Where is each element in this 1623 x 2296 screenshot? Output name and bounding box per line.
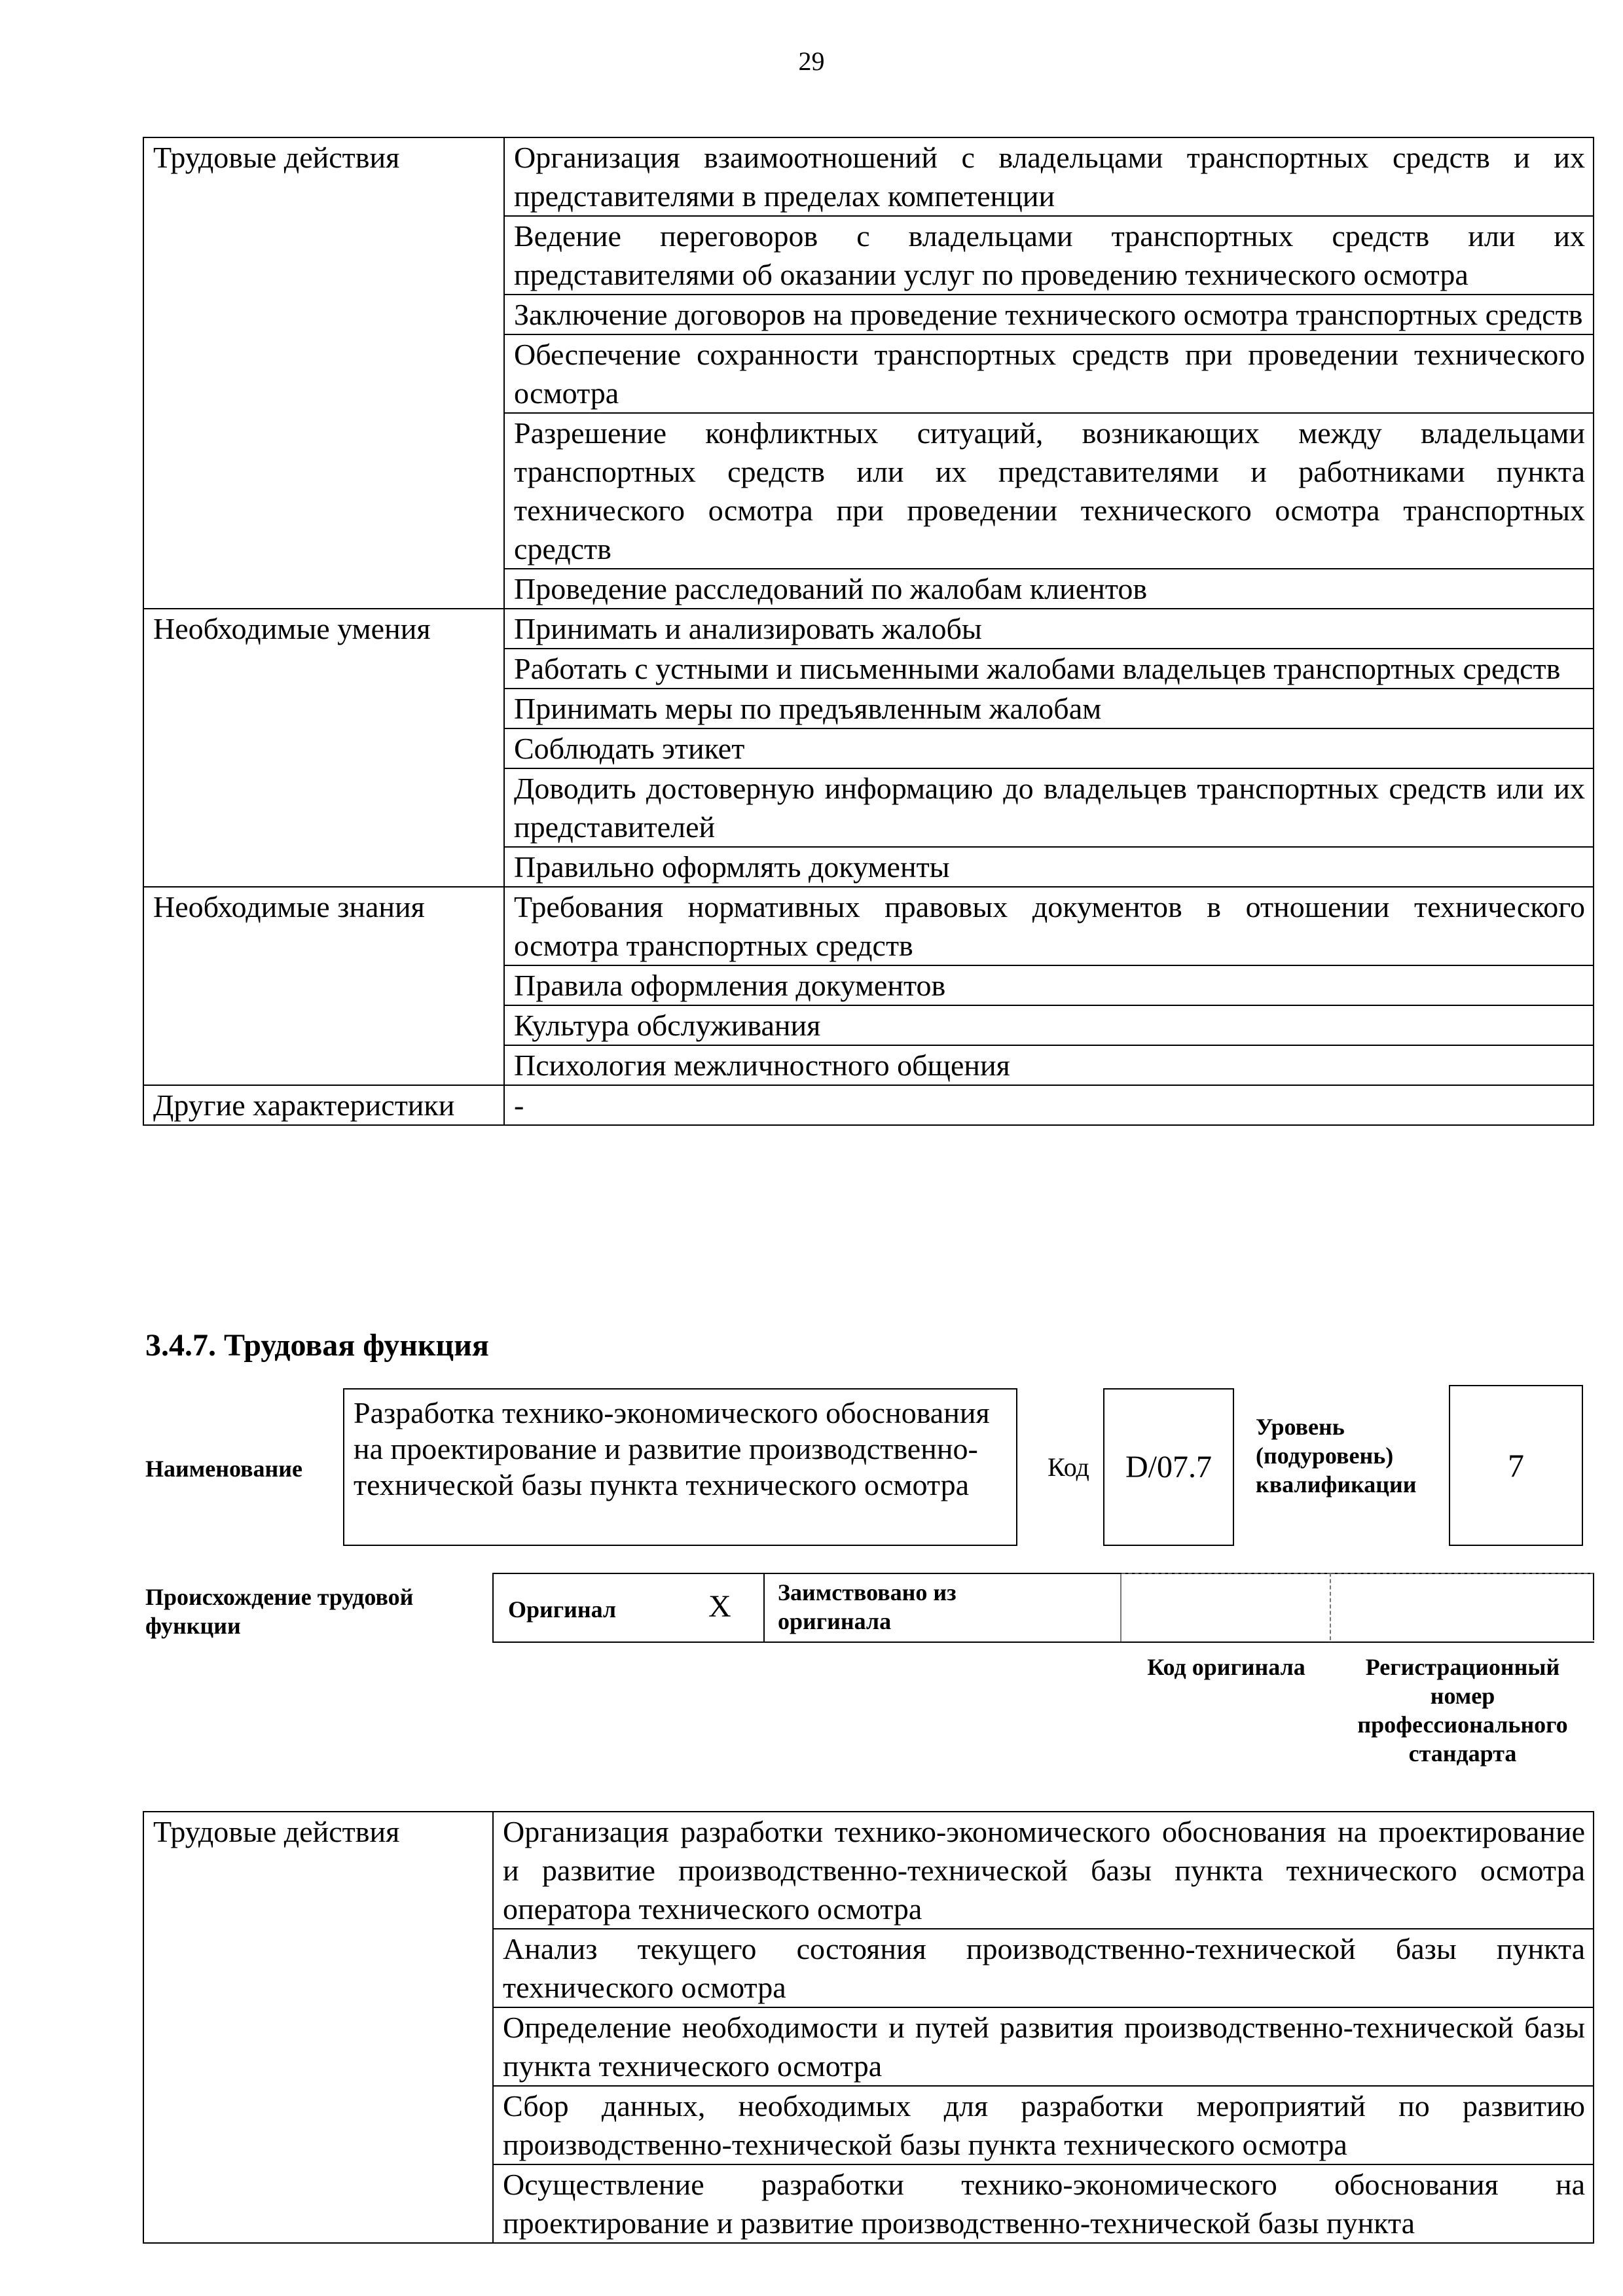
origin-label: Происхождение трудовой функции bbox=[145, 1584, 414, 1639]
table-cell: Проведение расследований по жалобам клиентов bbox=[504, 569, 1594, 609]
code-original-cell bbox=[1122, 1573, 1331, 1640]
function-code-box: D/07.7 bbox=[1103, 1388, 1234, 1546]
page-number: 29 bbox=[798, 46, 825, 76]
table-cell: Организация взаимоотношений с владельцами транспортных средств и их представителями в пределах компетенции bbox=[504, 137, 1594, 216]
table-cell: Осуществление разработки технико-экономического обоснования на проектирование и развитие производственно-технической базы пункта bbox=[493, 2164, 1594, 2243]
labor-actions-table-1 bbox=[143, 137, 1594, 1126]
section-label: Необходимые знания bbox=[143, 887, 504, 1085]
labor-actions-table-2 bbox=[143, 1811, 1594, 2244]
section-label: Необходимые умения bbox=[143, 609, 504, 887]
section-label: Трудовые действия bbox=[143, 137, 504, 609]
table-cell: Соблюдать этикет bbox=[504, 728, 1594, 768]
table-cell: Определение необходимости и путей развития производственно-технической базы пункта технического осмотра bbox=[493, 2007, 1594, 2086]
table-cell: Культура обслуживания bbox=[504, 1005, 1594, 1045]
code-label: Код bbox=[1048, 1452, 1089, 1482]
reg-number-note: Регистрационный номер профессионального стандарта bbox=[1357, 1654, 1568, 1767]
table-row bbox=[143, 137, 1594, 216]
table-cell: Правильно оформлять документы bbox=[504, 847, 1594, 887]
table-cell: Психология межличностного общения bbox=[504, 1045, 1594, 1085]
table-row bbox=[143, 609, 1594, 649]
table-cell: Обеспечение сохранности транспортных средств при проведении технического осмотра bbox=[504, 334, 1594, 413]
borrowed-cell bbox=[765, 1574, 1122, 1641]
original-cell bbox=[492, 1574, 765, 1641]
original-label: Оригинал bbox=[508, 1596, 617, 1623]
name-label: Наименование bbox=[145, 1456, 302, 1482]
original-mark: X bbox=[708, 1589, 731, 1624]
table-row bbox=[143, 887, 1594, 965]
section-label: Другие характеристики bbox=[143, 1085, 504, 1125]
table-cell: Ведение переговоров с владельцами транспортных средств или их представителями об оказании услуг по проведению технического осмотра bbox=[504, 216, 1594, 295]
section-heading: 3.4.7. Трудовая функция bbox=[145, 1328, 489, 1363]
table-row bbox=[143, 1812, 1594, 1929]
code-original-note: Код оригинала bbox=[1147, 1654, 1305, 1680]
table-cell: Требования нормативных правовых документов в отношении технического осмотра транспортных средств bbox=[504, 887, 1594, 965]
reg-number-cell bbox=[1331, 1573, 1594, 1640]
table-cell: Анализ текущего состояния производственно-технической базы пункта технического осмотра bbox=[493, 1929, 1594, 2007]
level-label: Уровень (подуровень) квалификации bbox=[1256, 1414, 1417, 1498]
table-cell: Доводить достоверную информацию до владельцев транспортных средств или их представителей bbox=[504, 768, 1594, 847]
table-cell: Разрешение конфликтных ситуаций, возникающих между владельцами транспортных средств или их представителями и работниками пункта технического осмотра при проведении технического осмотра транспортных средств bbox=[504, 413, 1594, 569]
table-cell: Работать с устными и письменными жалобами владельцев транспортных средств bbox=[504, 649, 1594, 689]
borrowed-label: Заимствовано из оригинала bbox=[778, 1579, 957, 1634]
table-row bbox=[143, 1085, 1594, 1125]
table-cell: Правила оформления документов bbox=[504, 965, 1594, 1005]
origin-row bbox=[492, 1573, 1594, 1643]
table-cell: Принимать и анализировать жалобы bbox=[504, 609, 1594, 649]
table-cell: Сбор данных, необходимых для разработки мероприятий по развитию производственно-технической базы пункта технического осмотра bbox=[493, 2086, 1594, 2164]
section-label: Трудовые действия bbox=[143, 1812, 493, 2243]
table-cell: Принимать меры по предъявленным жалобам bbox=[504, 689, 1594, 728]
function-name-box: Разработка технико-экономического обоснования на проектирование и развитие производственно-технической базы пункта технического осмотра bbox=[343, 1388, 1017, 1546]
table-cell: Организация разработки технико-экономического обоснования на проектирование и развитие производственно-технической базы пункта технического осмотра оператора технического осмотра bbox=[493, 1812, 1594, 1929]
table-cell: - bbox=[504, 1085, 1594, 1125]
table-cell: Заключение договоров на проведение технического осмотра транспортных средств bbox=[504, 295, 1594, 334]
level-box: 7 bbox=[1449, 1385, 1583, 1546]
